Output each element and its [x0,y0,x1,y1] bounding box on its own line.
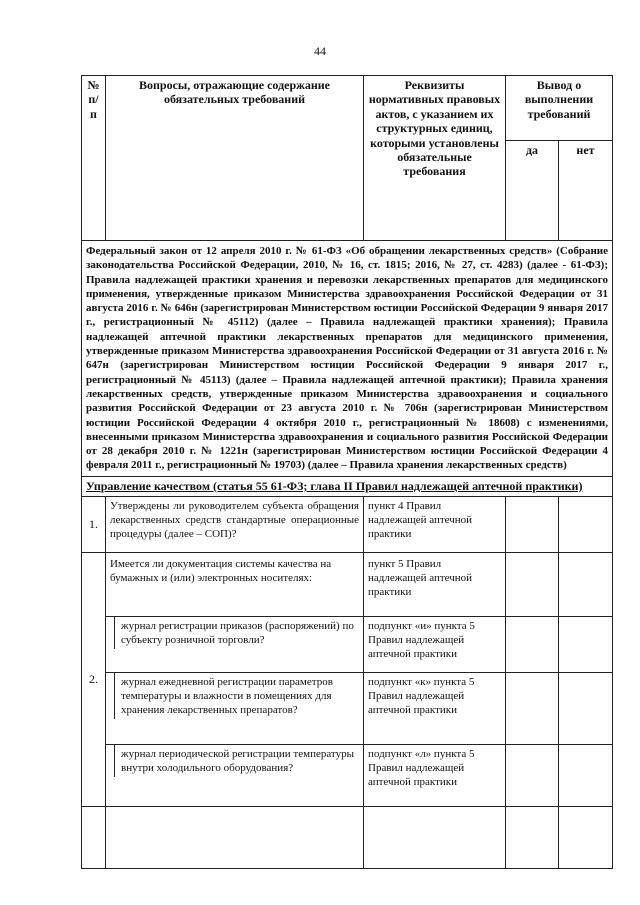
no-cell[interactable] [559,745,613,807]
header-yes: да [506,141,559,241]
no-cell[interactable] [559,617,613,673]
header-conclusion: Вывод о выполнении требований [506,76,613,141]
row-requisite: подпункт «к» пункта 5 Правил надлежащей аптечной практики [364,673,506,745]
yes-cell[interactable] [506,553,559,617]
yes-cell[interactable] [506,497,559,553]
row-number: 1. [82,497,106,553]
header-requisites: Реквизиты нормативных правовых актов, с указанием их структурных единиц, которыми установлены обязательные требования [364,76,506,241]
header-num: № п/п [82,76,106,241]
requirements-table [81,75,613,869]
row-requisite: подпункт «и» пункта 5 Правил надлежащей аптечной практики [364,617,506,673]
header-row [82,76,613,141]
table-row [82,553,613,617]
table-row [82,673,613,745]
subquestion: журнал регистрации приказов (распоряжений) по субъекту розничной торговли? [114,617,363,649]
row-requisite: пункт 4 Правил надлежащей аптечной практики [364,497,506,553]
no-cell[interactable] [559,553,613,617]
row-requisite: подпункт «л» пункта 5 Правил надлежащей аптечной практики [364,745,506,807]
row-question: Утверждены ли руководителем субъекта обращения лекарственных средств стандартные операционные процедуры (далее – СОП)? [106,497,364,553]
empty-row [82,807,613,869]
subquestion: журнал периодической регистрации температуры внутри холодильного оборудования? [114,745,363,777]
row-question: Имеется ли документация системы качества на бумажных и (или) электронных носителях: [106,553,364,617]
law-references: Федеральный закон от 12 апреля 2010 г. № 61-ФЗ «Об обращении лекарственных средств» (Собрание законодательства Российской Федерации, 2010, № 16, ст. 1815; 2016, № 27, ст. 4283) (далее - 61-ФЗ); Правила надлежащей практики хранения и перевозки лекарственных препаратов для медицинского применения, утвержденные приказом Министерства здравоохранения Российской Федерации от 31 августа 2016 г. № 646н (зарегистрирован Министерством юстиции Российской Федерации 9 января 2017 г., регистрационный № 45112) (далее – Правила надлежащей практики хранения); Правила надлежащей аптечной практики лекарственных препаратов для медицинского применения, утвержденные приказом Министерства здравоохранения Российской Федерации от 31 августа 2016 г. № 647н (зарегистрирован Министерством юстиции Российской Федерации 9 января 2017 г., регистрационный № 45113) (далее – Правила надлежащей аптечной практики); Правила хранения лекарственных средств, утвержденные приказом Министерства здравоохранения и социального развития Российской Федерации от 23 августа 2010 г. № 706н (зарегистрирован Министерством юстиции Российской Федерации 4 октября 2010 г., регистрационный № 18608) с изменениями, внесенными приказом Министерства здравоохранения и социального развития Российской Федерации от 28 декабря 2010 г. № 1221н (зарегистрирован Министерством юстиции Российской Федерации 4 февраля 2011 г., регистрационный № 19703) (далее – Правила хранения лекарственных средств) [82,241,613,477]
section-title: Управление качеством (статья 55 61-ФЗ; глава II Правил надлежащей аптечной практики) [82,476,613,496]
table-row [82,617,613,673]
table-row [82,497,613,553]
row-requisite: пункт 5 Правил надлежащей аптечной практики [364,553,506,617]
header-questions: Вопросы, отражающие содержание обязательных требований [106,76,364,241]
yes-cell[interactable] [506,617,559,673]
row-number: 2. [82,553,106,807]
page-number: 44 [314,44,326,58]
no-cell[interactable] [559,673,613,745]
no-cell[interactable] [559,497,613,553]
table-row [82,745,613,807]
yes-cell[interactable] [506,673,559,745]
header-no: нет [559,141,613,241]
yes-cell[interactable] [506,745,559,807]
subquestion: журнал ежедневной регистрации параметров температуры и влажности в помещениях для хранения лекарственных препаратов? [114,673,363,719]
